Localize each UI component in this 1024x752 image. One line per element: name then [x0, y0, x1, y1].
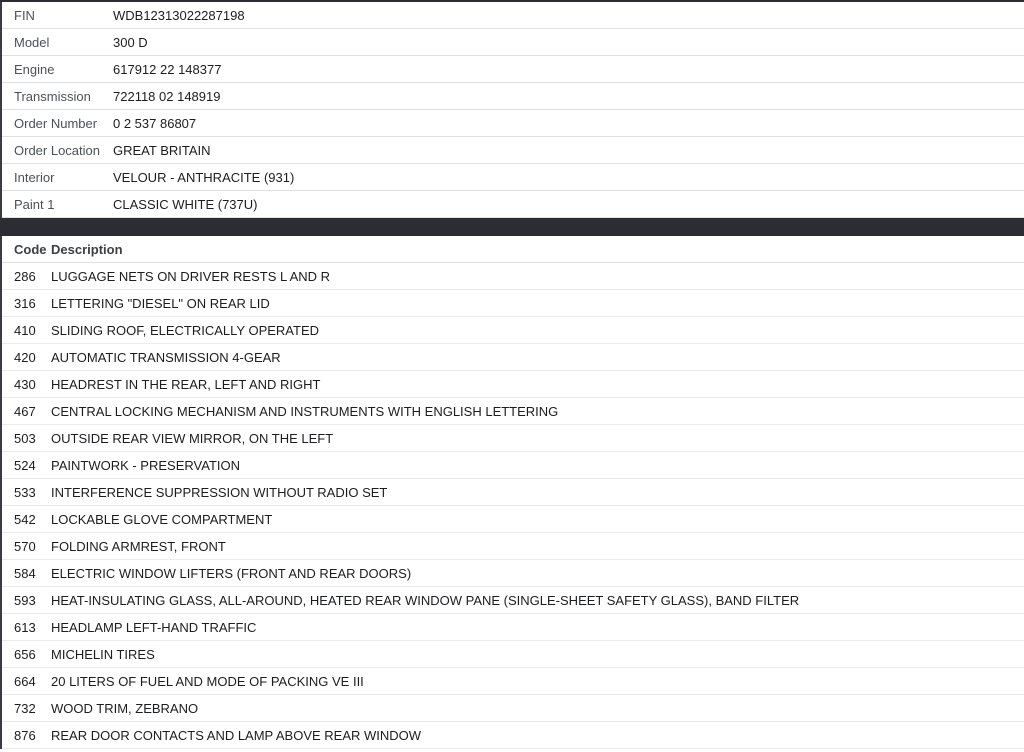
option-code: 593 — [14, 592, 36, 608]
option-code: 656 — [14, 646, 36, 662]
option-code-row — [2, 290, 1024, 317]
vehicle-field-label: Paint 1 — [14, 196, 55, 212]
option-code-row — [2, 668, 1024, 695]
option-description: ELECTRIC WINDOW LIFTERS (FRONT AND REAR DOORS) — [51, 565, 412, 581]
option-description: FOLDING ARMREST, FRONT — [51, 538, 226, 554]
option-table-body — [2, 263, 1024, 749]
option-description: PAINTWORK - PRESERVATION — [51, 457, 241, 473]
vehicle-info-row — [2, 29, 1024, 56]
option-code-row — [2, 479, 1024, 506]
vehicle-field-value: 617912 22 148377 — [113, 61, 222, 77]
option-code-row — [2, 263, 1024, 290]
option-code: 286 — [14, 268, 36, 284]
option-code-row — [2, 344, 1024, 371]
section-divider-bar — [0, 218, 1024, 236]
option-code: 876 — [14, 727, 36, 743]
option-code: 316 — [14, 295, 36, 311]
option-description: LETTERING "DIESEL" ON REAR LID — [51, 295, 270, 311]
option-code: 732 — [14, 700, 36, 716]
option-description: OUTSIDE REAR VIEW MIRROR, ON THE LEFT — [51, 430, 334, 446]
option-description: LUGGAGE NETS ON DRIVER RESTS L AND R — [51, 268, 331, 284]
option-description: 20 LITERS OF FUEL AND MODE OF PACKING VE III — [51, 673, 364, 689]
option-code: 467 — [14, 403, 36, 419]
vehicle-info-row — [2, 56, 1024, 83]
option-description: REAR DOOR CONTACTS AND LAMP ABOVE REAR WINDOW — [51, 727, 422, 743]
vehicle-info-row — [2, 137, 1024, 164]
option-description: INTERFERENCE SUPPRESSION WITHOUT RADIO SET — [51, 484, 388, 500]
option-description: HEADLAMP LEFT-HAND TRAFFIC — [51, 619, 257, 635]
vehicle-field-label: Transmission — [14, 88, 91, 104]
option-table-header-row — [2, 236, 1024, 263]
vehicle-field-value: 300 D — [113, 34, 148, 50]
option-code: 613 — [14, 619, 36, 635]
vehicle-field-label: Order Location — [14, 142, 100, 158]
vehicle-info-row — [2, 164, 1024, 191]
option-code: 430 — [14, 376, 36, 392]
option-code-row — [2, 722, 1024, 749]
vehicle-info-row — [2, 2, 1024, 29]
vehicle-info-table — [0, 2, 1024, 218]
option-code-row — [2, 506, 1024, 533]
option-description: LOCKABLE GLOVE COMPARTMENT — [51, 511, 273, 527]
option-code-row — [2, 560, 1024, 587]
vehicle-field-value: CLASSIC WHITE (737U) — [113, 196, 258, 212]
vehicle-field-label: Order Number — [14, 115, 98, 131]
option-code: 664 — [14, 673, 36, 689]
option-code-row — [2, 614, 1024, 641]
description-column-header: Description — [51, 241, 123, 257]
vehicle-info-row — [2, 191, 1024, 218]
option-description: SLIDING ROOF, ELECTRICALLY OPERATED — [51, 322, 320, 338]
option-description: HEADREST IN THE REAR, LEFT AND RIGHT — [51, 376, 321, 392]
vehicle-field-value: WDB12313022287198 — [113, 7, 245, 23]
vehicle-field-value: VELOUR - ANTHRACITE (931) — [113, 169, 295, 185]
option-code: 584 — [14, 565, 36, 581]
option-description: HEAT-INSULATING GLASS, ALL-AROUND, HEATED REAR WINDOW PANE (SINGLE-SHEET SAFETY GLASS), BAND FILTER — [51, 592, 800, 608]
option-code: 542 — [14, 511, 36, 527]
vehicle-info-row — [2, 110, 1024, 137]
vehicle-field-value: GREAT BRITAIN — [113, 142, 211, 158]
option-code: 570 — [14, 538, 36, 554]
option-code-row — [2, 425, 1024, 452]
code-column-header: Code — [14, 241, 47, 257]
option-description: MICHELIN TIRES — [51, 646, 155, 662]
option-code-row — [2, 587, 1024, 614]
vehicle-field-label: Engine — [14, 61, 55, 77]
option-code-row — [2, 695, 1024, 722]
option-code-row — [2, 533, 1024, 560]
option-description: WOOD TRIM, ZEBRANO — [51, 700, 199, 716]
option-code-row — [2, 371, 1024, 398]
option-code-row — [2, 398, 1024, 425]
option-code: 533 — [14, 484, 36, 500]
vehicle-field-label: Interior — [14, 169, 55, 185]
vehicle-field-value: 0 2 537 86807 — [113, 115, 197, 131]
vehicle-field-label: Model — [14, 34, 50, 50]
option-description: CENTRAL LOCKING MECHANISM AND INSTRUMENTS WITH ENGLISH LETTERING — [51, 403, 559, 419]
option-description: AUTOMATIC TRANSMISSION 4-GEAR — [51, 349, 281, 365]
vehicle-field-value: 722118 02 148919 — [113, 88, 221, 104]
option-code: 420 — [14, 349, 36, 365]
option-code: 503 — [14, 430, 36, 446]
option-code: 410 — [14, 322, 36, 338]
vehicle-info-row — [2, 83, 1024, 110]
vehicle-field-label: FIN — [14, 7, 35, 23]
option-code-row — [2, 452, 1024, 479]
option-code-row — [2, 317, 1024, 344]
option-codes-table — [0, 236, 1024, 749]
option-code-row — [2, 641, 1024, 668]
option-code: 524 — [14, 457, 36, 473]
